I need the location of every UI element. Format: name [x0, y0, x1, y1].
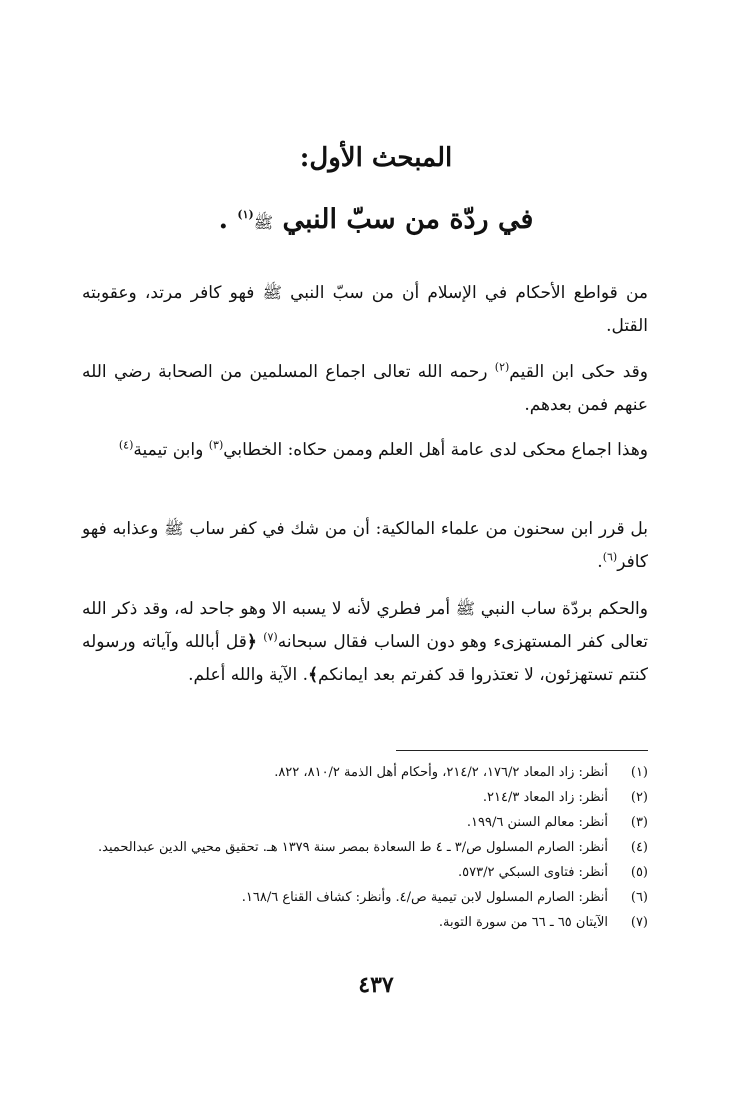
paragraph-4: [82, 512, 648, 579]
footnote-separator: [396, 750, 648, 751]
footnote-item: [80, 810, 648, 835]
footnote-item: [80, 860, 648, 885]
footnote-number: (٦): [630, 890, 648, 905]
page-number: ٤٣٧: [358, 972, 394, 998]
salawat-glyph: ﷺ: [253, 213, 274, 232]
section-subtitle-text: في ردّة من سبّ النبي: [282, 204, 534, 235]
footnote-item: [80, 835, 648, 860]
footnote-item: [80, 760, 648, 785]
footnote-item: [80, 785, 648, 810]
footnote-text: أنظر: زاد المعاد ١٧٦/٢، ٢١٤/٢، وأحكام أهل الذمة ٨١٠/٢، ٨٢٢.: [274, 765, 608, 780]
footnote-item: [80, 885, 648, 910]
footnote-number: (٧): [630, 915, 648, 930]
paragraph-3-text-b: وابن تيمية: [133, 440, 204, 460]
footnote-ref: (٧): [263, 630, 278, 644]
salawat-glyph: ﷺ: [164, 519, 184, 538]
paragraph-5-text-c: . الآية والله أعلم.: [188, 665, 309, 685]
quran-close-bracket: ﴾: [308, 665, 319, 685]
footnote-text: الآيتان ٦٥ ـ ٦٦ من سورة التوبة.: [438, 915, 608, 930]
footnote-ref: (٤): [118, 438, 134, 452]
paragraph-4-text-b: وعذابه فهو كافر: [82, 519, 648, 572]
footnote-text: أنظر: الصارم المسلول لابن تيمية ص/٤. وأنظر: كشاف القناع ١٦٨/٦.: [241, 890, 608, 905]
paragraph-2: [82, 356, 648, 422]
section-title-text: المبحث الأول:: [299, 143, 453, 173]
paragraph-1-text-b: فهو كافر مرتد، وعقوبته القتل.: [82, 283, 648, 336]
salawat-glyph: ﷺ: [262, 283, 282, 302]
footnote-number: (٣): [630, 815, 648, 830]
section-subtitle: [80, 196, 672, 247]
footnote-number: (٢): [630, 790, 648, 805]
paragraph-5-text-b: أمر فطري لأنه لا يسبه الا وهو جاحد له، وقد ذكر الله تعالى كفر المستهزىء وهو دون الساب فقال سبحانه: [82, 599, 649, 652]
quran-quote: قل أبالله وآياته ورسوله كنتم تستهزئون، لا تعتذروا قد كفرتم بعد ايمانكم: [82, 632, 648, 685]
paragraph-5-text-a: والحكم بردّة ساب النبي: [480, 599, 648, 619]
paragraph-2-text-b: رحمه الله تعالى اجماع المسلمين من الصحابة رضي الله عنهم فمن بعدهم.: [82, 362, 648, 415]
footnote-text: أنظر: الصارم المسلول ص/٣ ـ ٤ ط السعادة بمصر سنة ١٣٧٩ هـ. تحقيق محيي الدين عبدالحميد.: [98, 840, 608, 855]
footnote-number: (٤): [630, 840, 648, 855]
footnote-text: أنظر: زاد المعاد ٢١٤/٣.: [482, 790, 608, 805]
paragraph-4-text-a: بل قرر ابن سحنون من علماء المالكية: أن من شك في كفر ساب: [189, 519, 649, 539]
footnote-ref: (٣): [208, 438, 224, 452]
footnote-ref: (٢): [494, 360, 510, 374]
footnote-item: [80, 910, 648, 935]
footnote-text: أنظر: فتاوى السبكي ٥٧٣/٢.: [458, 865, 608, 880]
paragraph-1: [82, 276, 648, 343]
salawat-glyph: ﷺ: [455, 599, 476, 618]
paragraph-5: [82, 592, 648, 692]
footnote-number: (١): [630, 765, 648, 780]
footnote-ref: (١): [237, 208, 254, 221]
footnote-number: (٥): [630, 865, 648, 880]
paragraph-4-text-c: .: [597, 552, 603, 572]
footnotes: [80, 760, 648, 935]
quran-open-bracket: ﴿: [246, 632, 257, 652]
paragraph-2-text-a: وقد حكى ابن القيم: [509, 362, 648, 382]
paragraph-3: [82, 434, 648, 467]
section-title: [80, 138, 672, 178]
subtitle-end: .: [218, 204, 238, 235]
paragraph-3-text-a: وهذا اجماع محكى لدى عامة أهل العلم وممن حكاه: الخطابي: [223, 440, 648, 460]
footnote-text: أنظر: معالم السنن ١٩٩/٦.: [466, 815, 608, 830]
paragraph-1-text-a: من قواطع الأحكام في الإسلام أن من سبّ النبي: [290, 283, 649, 303]
footnote-ref: (٦): [602, 550, 618, 564]
